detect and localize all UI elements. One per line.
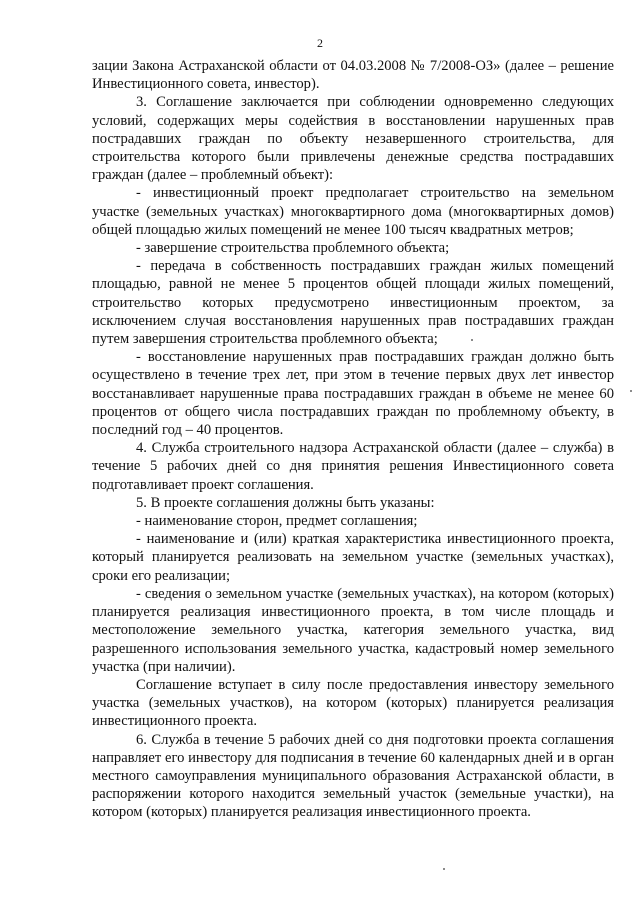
paragraph-item-3: 3. Соглашение заключается при соблюдении одновременно следующих условий, содержащих меры содействия в восстановлении нарушенных прав пострадавших граждан по объекту незавершенного строительства, для строительства которого были привлечены денежные средства пострадавших граждан (далее – проблемный объект): bbox=[92, 94, 614, 184]
paragraph-condition-1: - инвестиционный проект предполагает строительство на земельном участке (земельных участках) многоквартирного дома (многоквартирных домов) общей площадью жилых помещений не менее 100 тысяч квадратных метров; bbox=[92, 185, 614, 238]
paragraph-item-5-sub-3: - сведения о земельном участке (земельных участках), на котором (которых) планируется реализация инвестиционного проекта, в том числе площадь и местоположение земельного участка, категория земельного участка, вид разрешенного использования земельного участка, кадастровый номер земельного участка (при наличии). bbox=[92, 585, 614, 675]
paragraph-item-5-sub-2: - наименование и (или) краткая характеристика инвестиционного проекта, который планируется реализовать на земельном участке (земельных участках), сроки его реализации; bbox=[92, 531, 614, 584]
paragraph-continuation: зации Закона Астраханской области от 04.03.2008 № 7/2008-ОЗ» (далее – решение Инвестиционного совета, инвестор). bbox=[92, 58, 614, 93]
page-number: 2 bbox=[317, 36, 323, 50]
scan-speck bbox=[471, 339, 473, 341]
document-body bbox=[92, 57, 614, 822]
paragraph-agreement-effect: Соглашение вступает в силу после предоставления инвестору земельного участка (земельных участков), на котором (которых) планируется реализация инвестиционного проекта. bbox=[92, 676, 614, 730]
scan-speck bbox=[443, 868, 445, 870]
paragraph-condition-3: - передача в собственность пострадавших граждан жилых помещений площадью, равной не менее 5 процентов общей площади жилых помещений, строительство которых предусмотрено инвестиционным проектом, за исключением случая восстановления нарушенных прав пострадавших граждан путем завершения строительства проблемного объекта; bbox=[92, 258, 614, 348]
paragraph-item-6: 6. Служба в течение 5 рабочих дней со дня подготовки проекта соглашения направляет его инвестору для подписания в течение 60 календарных дней и в орган местного самоуправления муниципального образования Астраханской области, в распоряжении которого находится земельный участок (земельные участки), на котором (которых) планируется реализация инвестиционного проекта. bbox=[92, 731, 614, 821]
scan-speck bbox=[630, 390, 632, 392]
paragraph-item-5: 5. В проекте соглашения должны быть указаны: bbox=[136, 494, 435, 511]
paragraph-item-5-sub-1: - наименование сторон, предмет соглашения; bbox=[136, 513, 418, 530]
paragraph-condition-2: - завершение строительства проблемного объекта; bbox=[136, 240, 450, 257]
paragraph-item-4: 4. Служба строительного надзора Астраханской области (далее – служба) в течение 5 рабочих дней со дня принятия решения Инвестиционного совета подготавливает проект соглашения. bbox=[92, 440, 614, 493]
paragraph-condition-4: - восстановление нарушенных прав пострадавших граждан должно быть осуществлено в течение трех лет, при этом в течение первых двух лет инвестор восстанавливает нарушенные права пострадавших граждан в объеме не менее 60 процентов от общего числа пострадавших граждан по проблемному объекту, в последний год – 40 процентов. bbox=[92, 349, 614, 439]
